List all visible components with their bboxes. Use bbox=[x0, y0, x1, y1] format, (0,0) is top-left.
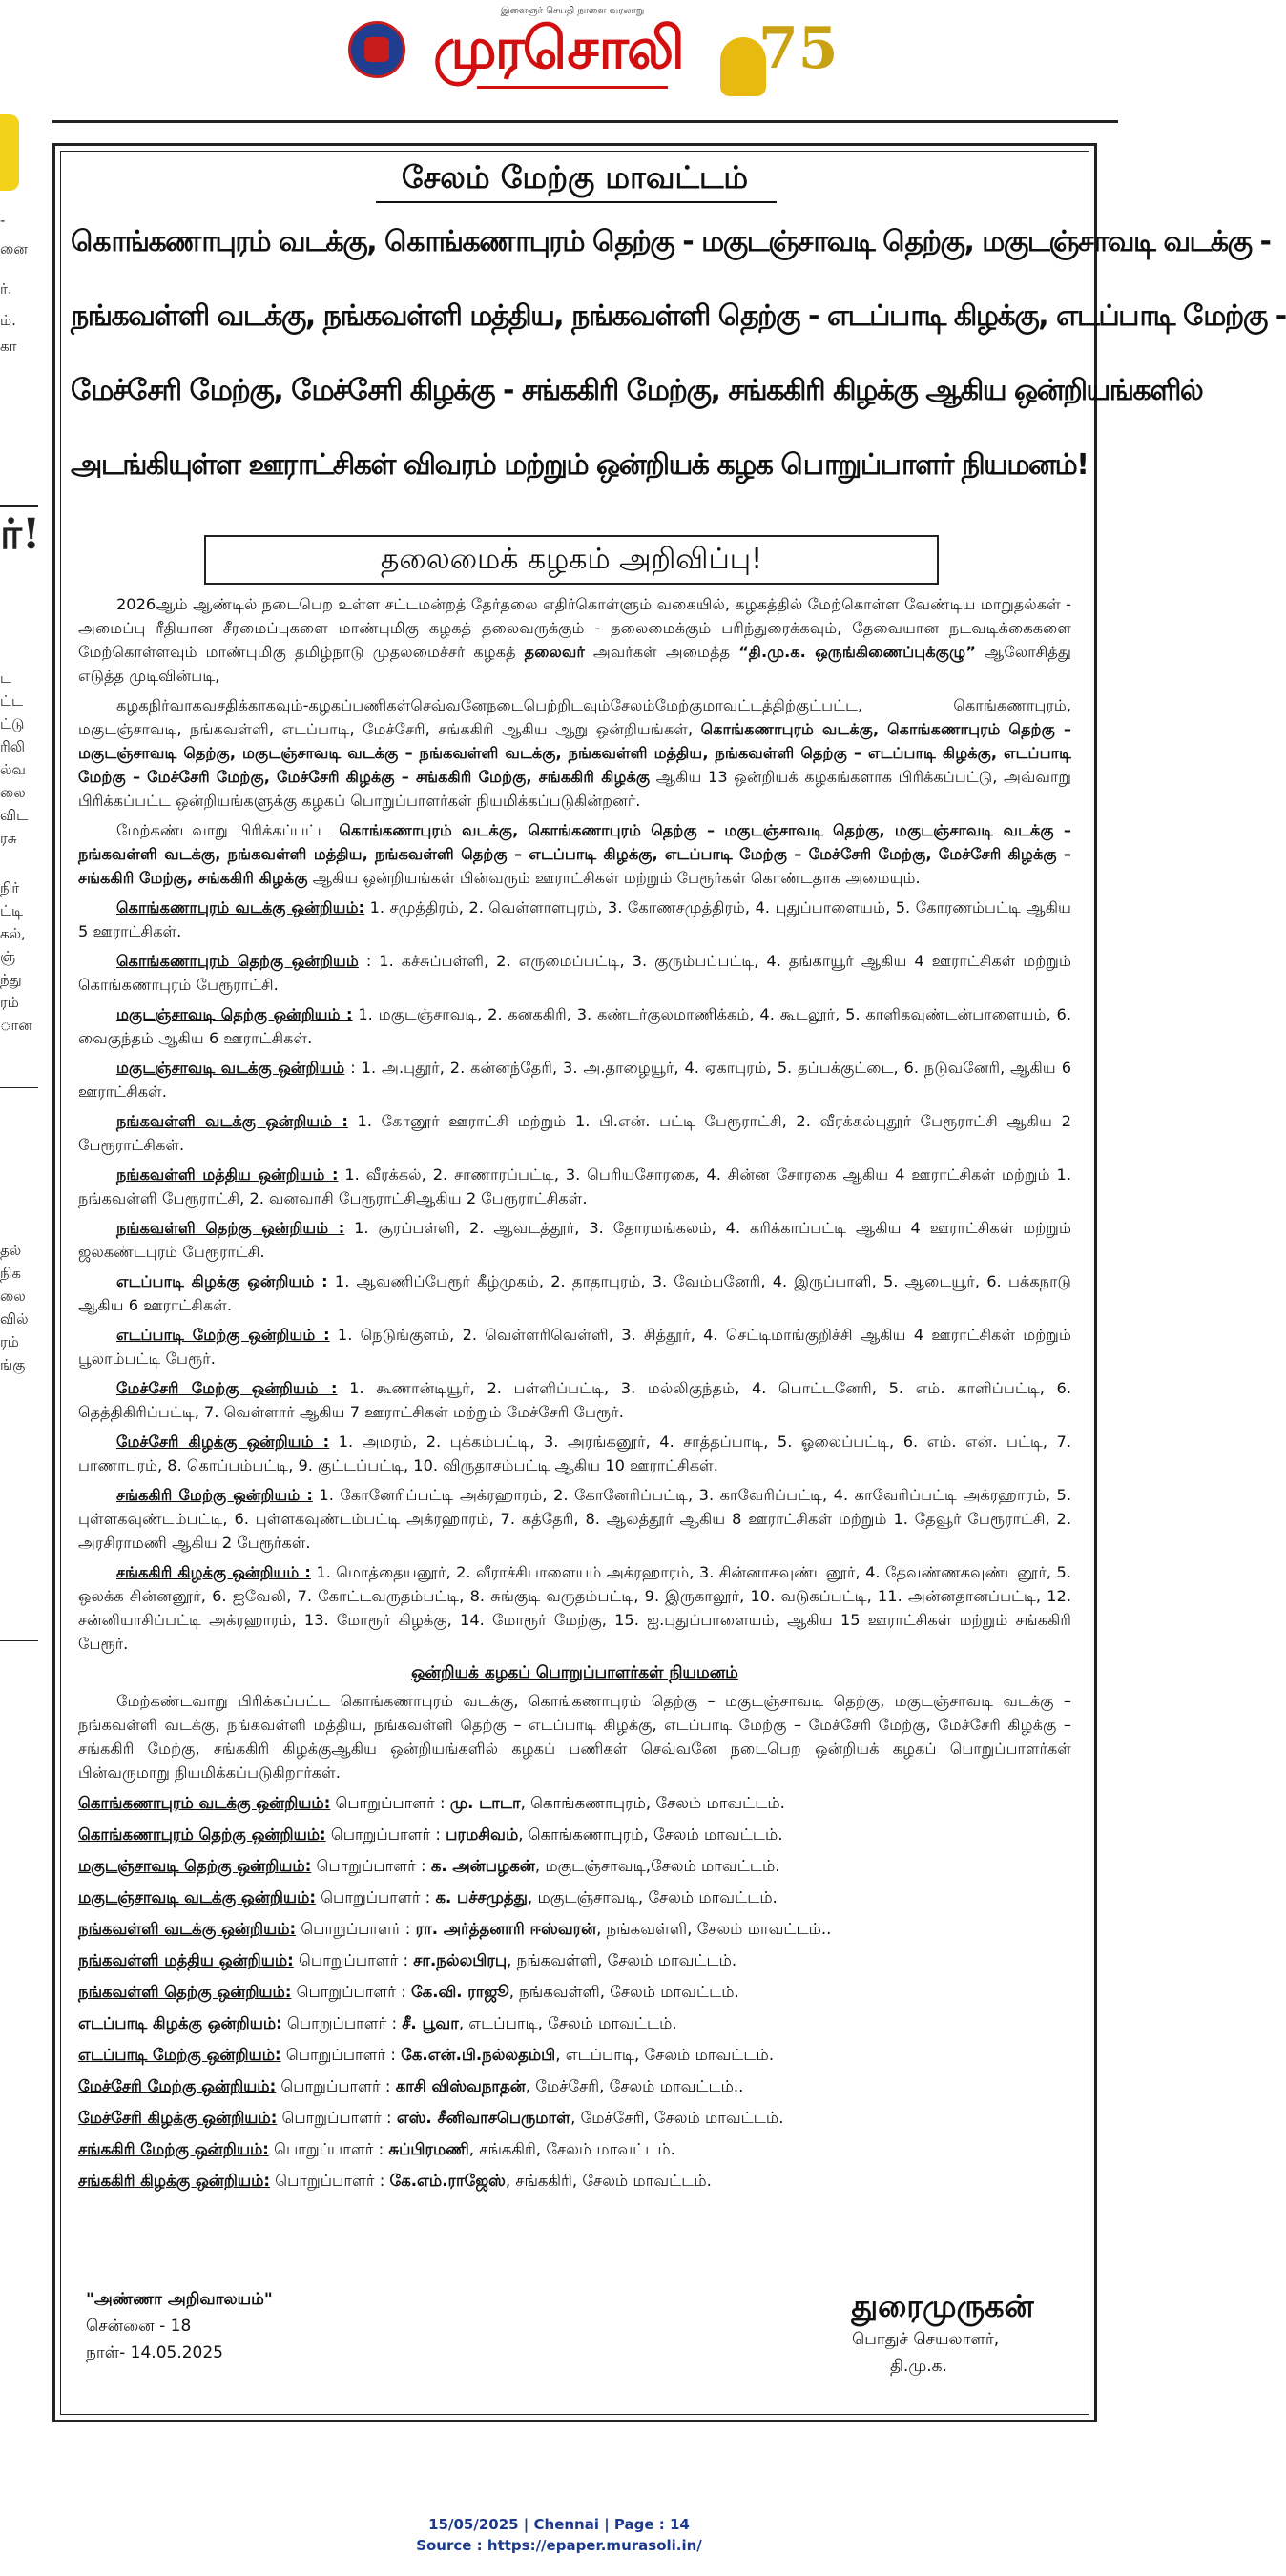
photo-fragment bbox=[0, 114, 19, 191]
appointment-role: பொறுப்பாளர் : bbox=[296, 1920, 416, 1938]
union-entry bbox=[78, 1216, 1071, 1264]
union-label: எடப்பாடி மேற்கு ஒன்றியம் : bbox=[116, 1326, 330, 1344]
left-fragment-24: லை bbox=[0, 1288, 26, 1305]
appointment-union: கொங்கணாபுரம் வடக்கு ஒன்றியம்: bbox=[78, 1794, 331, 1812]
left-fragment-8: ட்ட bbox=[0, 692, 23, 710]
appointee-name: காசி விஸ்வநாதன் bbox=[395, 2077, 526, 2095]
para3-text-a: மேற்கண்டவாறு பிரிக்கப்பட்ட bbox=[116, 821, 340, 839]
left-fragment-21: ான bbox=[0, 1017, 32, 1034]
appointment-union: சங்ககிரி கிழக்கு ஒன்றியம்: bbox=[78, 2172, 270, 2190]
appointment-union: கொங்கணாபுரம் தெற்கு ஒன்றியம்: bbox=[78, 1825, 326, 1844]
appointment-role: பொறுப்பாளர் : bbox=[311, 1857, 431, 1875]
appointee-place: , மகுடஞ்சாவடி, சேலம் மாவட்டம். bbox=[527, 1888, 778, 1906]
page-source-link[interactable]: Source : https://epaper.murasoli.in/ bbox=[416, 2537, 702, 2554]
appointment-union: நங்கவள்ளி மத்திய ஒன்றியம்: bbox=[78, 1951, 294, 1969]
para1-text-b: அவர்கள் அமைத்த bbox=[584, 643, 739, 661]
headline-line-2: நங்கவள்ளி வடக்கு, நங்கவள்ளி மத்திய, நங்கவள்ளி தெற்கு - எடப்பாடி கிழக்கு, எடப்பாடி மேற்கு - bbox=[71, 299, 1286, 333]
party-notice bbox=[52, 143, 1286, 2422]
union-entry bbox=[78, 896, 1071, 943]
union-villages: 1. ஆவணிப்பேரூர் கீழ்முகம், 2. தாதாபுரம், 3. வேம்பனேரி, 4. இருப்பாளி, 5. ஆடையூர், 6. பக்கநாடு ஆகிய 6 ஊராட்சிகள். bbox=[78, 1272, 1071, 1314]
footer-date: நாள்- 14.05.2025 bbox=[86, 2343, 224, 2362]
announcement-box: தலைமைக் கழகம் அறிவிப்பு! bbox=[204, 535, 939, 585]
left-fragment-19: ந்து bbox=[0, 971, 22, 988]
union-villages: 1. கோனேரிப்பட்டி அக்ரஹாரம், 2. கோனேரிப்பட்டி, 3. காவேரிப்பட்டி, 4. காவேரிப்பட்டி அக்ரஹாரம், 5. புள்ளகவுண்டம்பட்டி, 6. புள்ளகவுண்டம்பட்டி அக்ரஹாரம், 7. கத்தேரி, 8. ஆலத்தூர் ஆகிய 8 ஊராட்சிகள் மற்றும் 1. தேவூர் பேரூராட்சி, 2. அரசிராமணி ஆகிய 2 பேரூர்கள். bbox=[78, 1486, 1071, 1552]
appointee-name: பரமசிவம் bbox=[446, 1825, 519, 1844]
district-underline bbox=[376, 201, 777, 203]
union-entry bbox=[78, 1430, 1071, 1477]
left-rule-3 bbox=[0, 1640, 38, 1641]
appointee-place: , கொங்கணாபுரம், சேலம் மாவட்டம். bbox=[518, 1825, 783, 1844]
appointment-row bbox=[78, 2105, 1071, 2131]
appointee-name: கே.வி. ராஜூ bbox=[410, 1983, 509, 2001]
union-villages: 1. அமரம், 2. புக்கம்பட்டி, 3. அரங்கனூர், 4. சாத்தப்பாடி, 5. ஓலைப்பட்டி, 6. எம். என். பட்டி, 7. பாணாபுரம், 8. கொப்பம்பட்டி, 9. குட்டப்பட்டி, 10. விருதாசம்பட்டி ஆகிய 10 ஊராட்சிகள். bbox=[78, 1432, 1071, 1474]
appointment-role: பொறுப்பாளர் : bbox=[330, 1794, 450, 1812]
union-villages: 1. சூரப்பள்ளி, 2. ஆவடத்தூர், 3. தோரமங்கலம், 4. கரிக்காப்பட்டி ஆகிய 4 ஊராட்சிகள் மற்றும் ஜலகண்டபுரம் பேரூராட்சி. bbox=[78, 1219, 1071, 1261]
para1-text-c: ஆலோசித்து எடுத்த முடிவின்படி, bbox=[78, 643, 1071, 685]
para1-text-a: 2026ஆம் ஆண்டில் நடைபெற உள்ள சட்டமன்றத் தேர்தலை எதிர்கொள்ளும் வகையில், கழகத்தில் மேற்கொள்ள வேண்டிய மாறுதல்கள் - அமைப்பு ரீதியான சீரமைப்புகளை மாண்புமிகு கழகத் தலைவருக்கும் - தலைமைக்கும் பரிந்துரைக்கவும், தேவையான நடவடிக்கைகளை மேற்கொள்ளவும் மாண்புமிகு தமிழ்நாடு முதலமைச்சர் கழகத் bbox=[78, 595, 1071, 661]
headline-line-1: கொங்கணாபுரம் வடக்கு, கொங்கணாபுரம் தெற்கு - மகுடஞ்சாவடி தெற்கு, மகுடஞ்சாவடி வடக்கு - bbox=[71, 225, 1271, 258]
union-villages: 1. வீரக்கல், 2. சாணாரப்பட்டி, 3. பெரியசோரகை, 4. சின்ன சோரகை ஆகிய 4 ஊராட்சிகள் மற்றும் 1. நங்கவள்ளி பேரூராட்சி, 2. வனவாசி பேரூராட்சிஆகிய 2 பேரூராட்சிகள். bbox=[78, 1165, 1071, 1207]
appointee-place: , எடப்பாடி, சேலம் மாவட்டம். bbox=[555, 2046, 775, 2064]
appointee-place: , மகுடஞ்சாவடி,சேலம் மாவட்டம். bbox=[534, 1857, 780, 1875]
newspaper-title: முரசொலி bbox=[433, 15, 683, 82]
paragraph-villages-intro bbox=[78, 818, 1071, 890]
union-entry bbox=[78, 1269, 1071, 1317]
left-fragment-22: தல் bbox=[0, 1242, 22, 1259]
paragraph-intro bbox=[78, 592, 1071, 688]
para3-bold-unions: கொங்கணாபுரம் வடக்கு, கொங்கணாபுரம் தெற்கு – மகுடஞ்சாவடி தெற்கு, மகுடஞ்சாவடி வடக்கு – நங்கவள்ளி வடக்கு, நங்கவள்ளி மத்திய, நங்கவள்ளி தெற்கு – எடப்பாடி கிழக்கு, எடப்பாடி மேற்கு – மேச்சேரி மேற்கு, மேச்சேரி கிழக்கு – சங்ககிரி மேற்கு, சங்ககிரி கிழக்கு bbox=[78, 821, 1071, 887]
appointee-name: கே.என்.பி.நல்லதம்பி bbox=[401, 2046, 556, 2064]
signatory-designation: பொதுச் செயலாளர், bbox=[852, 2330, 1000, 2349]
paragraph-appointments-intro: மேற்கண்டவாறு பிரிக்கப்பட்ட கொங்கணாபுரம் வடக்கு, கொங்கணாபுரம் தெற்கு – மகுடஞ்சாவடி தெற்கு, மகுடஞ்சாவடி வடக்கு – நங்கவள்ளி வடக்கு, நங்கவள்ளி மத்திய, நங்கவள்ளி தெற்கு – எடப்பாடி கிழக்கு, எடப்பாடி மேற்கு – மேச்சேரி மேற்கு, மேச்சேரி கிழக்கு – சங்ககிரி மேற்கு, சங்ககிரி கிழக்குஆகிய ஒன்றியங்களில் கழகப் பணிகள் செவ்வனே நடைபெற ஒன்றியக் கழகப் பொறுப்பாளர்கள் பின்வருமாறு நியமிக்கப்படுகிறார்கள். bbox=[78, 1692, 1071, 1782]
union-label: மேச்சேரி கிழக்கு ஒன்றியம் : bbox=[116, 1432, 330, 1451]
appointment-row bbox=[78, 1853, 1071, 1879]
appointment-role: பொறுப்பாளர் : bbox=[276, 2077, 396, 2095]
union-entry bbox=[78, 1483, 1071, 1555]
appointee-place: , மேச்சேரி, சேலம் மாவட்டம்.. bbox=[525, 2077, 744, 2095]
union-villages: 1. மொத்தையனூர், 2. வீராச்சிபாளையம் அக்ரஹாரம், 3. சின்னாகவுண்டனூர், 4. தேவண்ணகவுண்டனூர், 5. ஒலக்க சின்னனூர், 6. ஐவேலி, 7. கோட்டவருதம்பட்டி, 8. சுங்குடி வருதம்பட்டி, 9. இருகாலூர், 10. வடுகப்பட்டி, 11. அன்னதானப்பட்டி, 12. சன்னியாசிப்பட்டி அக்ரஹாரம், 13. மோரூர் கிழக்கு, 14. மோரூர் மேற்கு, 15. ஐ.புதுப்பாளையம், ஆகிய 15 ஊராட்சிகள் மற்றும் சங்ககிரி பேரூர். bbox=[78, 1563, 1071, 1653]
appointee-place: , எடப்பாடி, சேலம் மாவட்டம். bbox=[458, 2014, 677, 2032]
union-entry bbox=[78, 1376, 1071, 1424]
appointee-place: , நங்கவள்ளி, சேலம் மாவட்டம்.. bbox=[596, 1920, 832, 1938]
left-fragment-14: ரசு bbox=[0, 830, 17, 847]
union-villages: 1. சமுத்திரம், 2. வெள்ளாளபுரம், 3. கோணசமுத்திரம், 4. புதுப்பாளையம், 5. கோரணம்பட்டி ஆகிய 5 ஊராட்சிகள். bbox=[78, 898, 1071, 940]
appointment-row bbox=[78, 2010, 1071, 2036]
appointee-place: , சங்ககிரி, சேலம் மாவட்டம். bbox=[505, 2172, 712, 2190]
appointee-name: க. அன்பழகன் bbox=[430, 1857, 535, 1875]
union-label: மகுடஞ்சாவடி வடக்கு ஒன்றியம் bbox=[116, 1059, 345, 1077]
appointment-union: மகுடஞ்சாவடி தெற்கு ஒன்றியம்: bbox=[78, 1857, 312, 1875]
union-label: கொங்கணாபுரம் வடக்கு ஒன்றியம்: bbox=[116, 898, 365, 917]
appointment-union: சங்ககிரி மேற்கு ஒன்றியம்: bbox=[78, 2140, 269, 2158]
union-entry bbox=[78, 1056, 1071, 1103]
appointment-row bbox=[78, 2168, 1071, 2194]
left-headline-fragment: ர்! bbox=[0, 510, 41, 559]
left-fragment-4: ம். bbox=[0, 312, 16, 329]
footer-address bbox=[86, 2286, 372, 2366]
appointee-place: , நங்கவள்ளி, சேலம் மாவட்டம். bbox=[508, 1983, 739, 2001]
masthead-rule bbox=[52, 120, 1118, 123]
appointment-union: எடப்பாடி கிழக்கு ஒன்றியம்: bbox=[78, 2014, 282, 2032]
union-label: நங்கவள்ளி தெற்கு ஒன்றியம் : bbox=[116, 1219, 345, 1237]
appointee-name: சா.நல்லபிரபு bbox=[413, 1951, 508, 1969]
appointee-place: , நங்கவள்ளி, சேலம் மாவட்டம். bbox=[507, 1951, 737, 1969]
appointee-name: சீ. பூவா bbox=[402, 2014, 459, 2032]
union-label: நங்கவள்ளி மத்திய ஒன்றியம் : bbox=[116, 1165, 339, 1184]
footer-signature bbox=[833, 2286, 1052, 2380]
footer-place: "அண்ணா அறிவாலயம்" bbox=[86, 2290, 273, 2309]
left-rule-2 bbox=[0, 1087, 38, 1088]
union-entry bbox=[78, 1002, 1071, 1050]
headline-line-3: மேச்சேரி மேற்கு, மேச்சேரி கிழக்கு - சங்ககிரி மேற்கு, சங்ககிரி கிழக்கு ஆகிய ஒன்றியங்களில் bbox=[71, 374, 1203, 407]
left-rule bbox=[0, 505, 38, 507]
anniversary-logo bbox=[720, 13, 839, 99]
left-fragment-1: - bbox=[0, 212, 6, 229]
appointment-row bbox=[78, 2042, 1071, 2068]
union-villages: 1. கூணான்டியூர், 2. பள்ளிப்பட்டி, 3. மல்லிகுந்தம், 4. பொட்டனேரி, 5. எம். காளிப்பட்டி, 6. தெத்திகிரிப்பட்டி, 7. வெள்ளார் ஆகிய 7 ஊராட்சிகள் மற்றும் மேச்சேரி பேரூர். bbox=[78, 1379, 1072, 1421]
appointment-row bbox=[78, 1822, 1071, 1847]
union-entry bbox=[78, 949, 1071, 997]
appointment-role: பொறுப்பாளர் : bbox=[281, 2014, 403, 2032]
appointment-row bbox=[78, 1885, 1071, 1910]
left-fragment-23: நிக bbox=[0, 1265, 22, 1282]
appointee-name: கே.எம்.ராஜேஸ் bbox=[389, 2172, 506, 2190]
appointment-union: நங்கவள்ளி வடக்கு ஒன்றியம்: bbox=[78, 1920, 297, 1938]
appointment-role: பொறுப்பாளர் : bbox=[270, 2172, 390, 2190]
left-fragment-16: ட்டி bbox=[0, 902, 23, 919]
union-villages: 1. நெடுங்குளம், 2. வெள்ளரிவெள்ளி, 3. சித்தூர், 4. செட்டிமாங்குறிச்சி ஆகிய 4 ஊராட்சிகள் மற்றும் பூலாம்பட்டி பேரூர். bbox=[78, 1326, 1071, 1368]
union-entry bbox=[78, 1109, 1071, 1157]
left-fragment-9: ட்டு bbox=[0, 715, 25, 732]
appointee-place: , சங்ககிரி, சேலம் மாவட்டம். bbox=[468, 2140, 675, 2158]
left-fragment-3: ர். bbox=[0, 280, 12, 298]
appointment-row bbox=[78, 1916, 1071, 1942]
appointment-role: பொறுப்பாளர் : bbox=[277, 2109, 397, 2127]
appointment-row bbox=[78, 1790, 1071, 1816]
paragraph-division bbox=[78, 693, 1071, 813]
appointee-name: மு. டாடா bbox=[449, 1794, 521, 1812]
left-fragment-10: ரிலி bbox=[0, 738, 26, 755]
appointment-role: பொறுப்பாளர் : bbox=[315, 1888, 436, 1906]
left-fragment-2: னை bbox=[0, 240, 28, 258]
union-label: மேச்சேரி மேற்கு ஒன்றியம் : bbox=[116, 1379, 338, 1397]
union-entry bbox=[78, 1560, 1071, 1656]
appointee-name: க. பச்சமுத்து bbox=[435, 1888, 528, 1906]
page-info: 15/05/2025 | Chennai | Page : 14 bbox=[428, 2516, 690, 2533]
para2-text-a: கழகநிர்வாகவசதிக்காகவும்-கழகப்பணிகள்செவ்வனேநடைபெற்றிடவும்சேலம்மேற்குமாவட்டத்திற்குட்பட்ட, கொங்கணாபுரம், மகுடஞ்சாவடி, நங்கவள்ளி, எடப்பாடி, மேச்சேரி, சங்ககிரி ஆகிய ஆறு ஒன்றியங்கள், bbox=[78, 696, 1071, 738]
union-entry bbox=[78, 1323, 1071, 1370]
district-heading: சேலம் மேற்கு மாவட்டம் bbox=[401, 159, 749, 196]
appointments-heading: ஒன்றியக் கழகப் பொறுப்பாளர்கள் நியமனம் bbox=[411, 1663, 738, 1682]
appointment-role: பொறுப்பாளர் : bbox=[268, 2140, 389, 2158]
appointee-place: , மேச்சேரி, சேலம் மாவட்டம். bbox=[570, 2109, 784, 2127]
left-fragment-13: விட bbox=[0, 807, 29, 824]
appointment-row bbox=[78, 2073, 1071, 2099]
union-label: சங்ககிரி மேற்கு ஒன்றியம் : bbox=[116, 1486, 313, 1504]
signatory-party: தி.மு.க. bbox=[890, 2357, 947, 2376]
party-emblem-icon bbox=[348, 21, 405, 78]
union-villages: 1. கோனூர் ஊராட்சி மற்றும் 1. பி.என். பட்டி பேரூராட்சி, 2. வீரக்கல்புதூர் பேரூராட்சி ஆகிய 2 பேரூராட்சிகள். bbox=[78, 1112, 1071, 1154]
page-footer bbox=[0, 2514, 1118, 2556]
appointee-place: , கொங்கணாபுரம், சேலம் மாவட்டம். bbox=[520, 1794, 785, 1812]
appointee-name: சுப்பிரமணி bbox=[388, 2140, 469, 2158]
left-fragment-18: ஞ் bbox=[0, 948, 16, 965]
left-fragment-15: நிர் bbox=[0, 879, 20, 896]
para1-bold-committee: “தி.மு.க. ஒருங்கிணைப்புக்குழு” bbox=[738, 643, 976, 661]
left-fragment-17: கல், bbox=[0, 925, 26, 942]
para2-text-c: ஆகிய 13 ஒன்றியக் கழகங்களாக பிரிக்கப்பட்டு, அவ்வாறு பிரிக்கப்பட்ட ஒன்றியங்களுக்கு கழகப் பொறுப்பாளர்கள் நியமிக்கப்படுகின்றனர். bbox=[78, 768, 1071, 810]
left-fragment-12: லை bbox=[0, 784, 26, 801]
notice-body bbox=[78, 592, 1071, 2199]
union-entry bbox=[78, 1163, 1071, 1210]
left-fragment-26: ரம் bbox=[0, 1333, 19, 1350]
masthead-underline bbox=[477, 86, 668, 89]
anniversary-number: 75 bbox=[758, 15, 839, 82]
union-villages: : 1. கச்சுப்பள்ளி, 2. எருமைப்பட்டி, 3. குரும்பப்பட்டி, 4. தங்காயூர் ஆகிய 4 ஊராட்சிகள் மற்றும் கொங்கணாபுரம் பேரூராட்சி. bbox=[78, 952, 1071, 994]
appointment-union: மகுடஞ்சாவடி வடக்கு ஒன்றியம்: bbox=[78, 1888, 316, 1906]
union-label: சங்ககிரி கிழக்கு ஒன்றியம் : bbox=[116, 1563, 311, 1581]
footer-city: சென்னை - 18 bbox=[86, 2317, 192, 2336]
masthead-tagline: இளைஞர் செயதி நாளை வரலாறு bbox=[500, 6, 645, 16]
para3-text-c: ஆகிய ஒன்றியங்கள் பின்வரும் ஊராட்சிகள் மற்றும் பேரூர்கள் கொண்டதாக அமையும். bbox=[307, 869, 921, 887]
appointment-union: நங்கவள்ளி தெற்கு ஒன்றியம்: bbox=[78, 1983, 292, 2001]
headline-line-4: அடங்கியுள்ள ஊராட்சிகள் விவரம் மற்றும் ஒன்றியக் கழக பொறுப்பாளர் நியமனம்! bbox=[71, 448, 1089, 482]
notice-footer bbox=[78, 2286, 1071, 2420]
appointment-row bbox=[78, 2136, 1071, 2162]
notice-inner-border bbox=[60, 151, 1286, 2415]
para2-bold-unions: கொங்கணாபுரம் வடக்கு, கொங்கணாபுரம் தெற்கு – மகுடஞ்சாவடி தெற்கு, மகுடஞ்சாவடி வடக்கு – நங்கவள்ளி வடக்கு, நங்கவள்ளி மத்திய, நங்கவள்ளி தெற்கு – எடப்பாடி கிழக்கு, எடப்பாடி மேற்கு – மேச்சேரி மேற்கு, மேச்சேரி கிழக்கு – சங்ககிரி மேற்கு, சங்ககிரி கிழக்கு bbox=[78, 720, 1071, 786]
appointee-name: ரா. அர்த்தனாரி ஈஸ்வரன் bbox=[415, 1920, 597, 1938]
union-label: எடப்பாடி கிழக்கு ஒன்றியம் : bbox=[116, 1272, 328, 1290]
union-label: கொங்கணாபுரம் தெற்கு ஒன்றியம் bbox=[116, 952, 359, 970]
union-villages: 1. மகுடஞ்சாவடி, 2. கனககிரி, 3. கண்டர்குலமாணிக்கம், 4. கூடலூர், 5. காளிகவுண்டன்பாளையம், 6. வைகுந்தம் ஆகிய 6 ஊராட்சிகள். bbox=[78, 1005, 1071, 1047]
appointment-union: மேச்சேரி கிழக்கு ஒன்றியம்: bbox=[78, 2109, 278, 2127]
appointment-role: பொறுப்பாளர் : bbox=[293, 1951, 414, 1969]
union-label: மகுடஞ்சாவடி தெற்கு ஒன்றியம் : bbox=[116, 1005, 353, 1023]
union-villages: : 1. அ.புதூர், 2. கன்னந்தேரி, 3. அ.தாழையூர், 4. ஏகாபுரம், 5. தப்பக்குட்டை, 6. நடுவனேரி, ஆகிய 6 ஊராட்சிகள். bbox=[78, 1059, 1072, 1101]
left-fragment-5: கா bbox=[0, 338, 17, 355]
left-fragment-11: ல்வ bbox=[0, 761, 26, 778]
appointee-name: எஸ். சீனிவாசபெருமாள் bbox=[396, 2109, 571, 2127]
signatory-name: துரைமுருகன் bbox=[851, 2288, 1034, 2324]
appointment-role: பொறுப்பாளர் : bbox=[325, 1825, 446, 1844]
para1-bold-leader: தலைவர் bbox=[524, 643, 585, 661]
left-fragment-20: ரம் bbox=[0, 994, 19, 1011]
left-fragment-25: வில் bbox=[0, 1310, 29, 1328]
left-fragment-27: ங்கு bbox=[0, 1356, 26, 1373]
appointment-row bbox=[78, 1947, 1071, 1973]
union-label: நங்கவள்ளி வடக்கு ஒன்றியம் : bbox=[116, 1112, 348, 1130]
appointment-row bbox=[78, 1979, 1071, 2005]
appointment-union: மேச்சேரி மேற்கு ஒன்றியம்: bbox=[78, 2077, 277, 2095]
left-fragment-7: ட bbox=[0, 670, 11, 687]
appointment-role: பொறுப்பாளர் : bbox=[280, 2046, 402, 2064]
masthead bbox=[0, 0, 1118, 114]
appointment-role: பொறுப்பாளர் : bbox=[291, 1983, 411, 2001]
adjacent-column-fragment bbox=[0, 114, 41, 2451]
appointment-union: எடப்பாடி மேற்கு ஒன்றியம்: bbox=[78, 2046, 281, 2064]
